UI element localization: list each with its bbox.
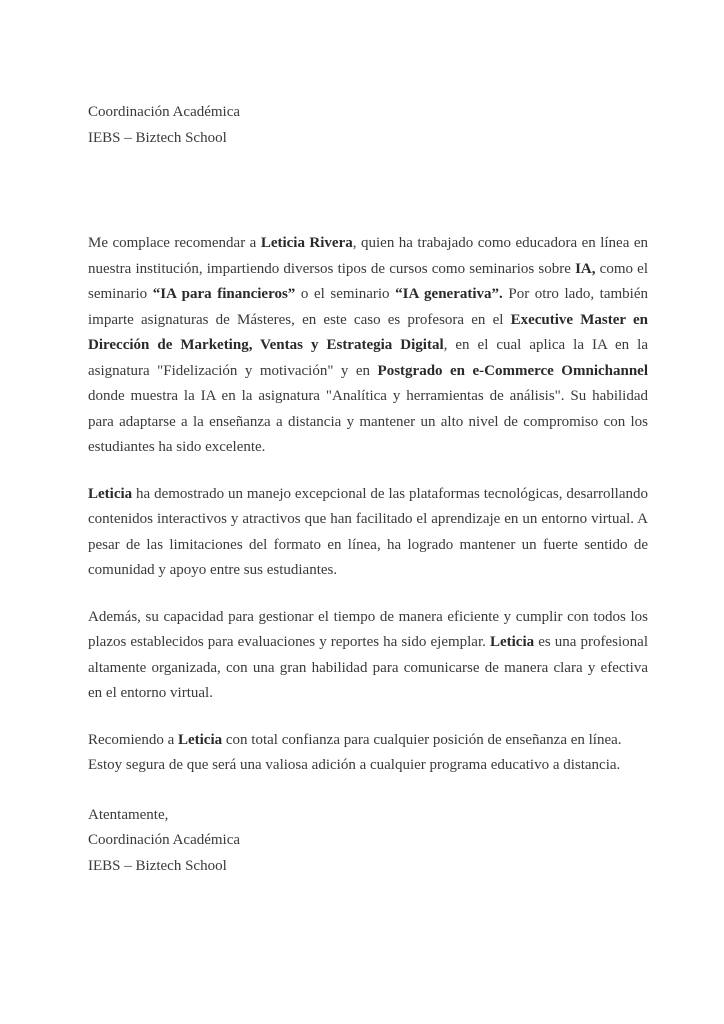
paragraph-introduction: Me complace recomendar a Leticia Rivera, quien ha trabajado como educadora en línea en nuestra institución, impartiendo diversos tipos de cursos como seminarios sobre IA, como el seminario “IA para financieros” o el seminario “IA generativa”. Por otro lado, también imparte asignaturas de Másteres, en este caso es profesora en el Executive Master en Dirección de Marketing, Ventas y Estrategia Digital, en el cual aplica la IA en la asignatura "Fidelización y motivación" y en Postgrado en e-Commerce Omnichannel donde muestra la IA en la asignatura "Analítica y herramientas de análisis". Su habilidad para adaptarse a la enseñanza a distancia y mantener un alto nivel de compromiso con los estudiantes ha sido excelente.	[88, 235, 649, 455]
letter-body	[88, 231, 648, 779]
closing-signature-role: Coordinación Académica	[88, 832, 241, 848]
paragraph-recommendation: Recomiendo a Leticia con total confianza para cualquier posición de enseñanza en línea. Estoy segura de que será una valiosa adición a cualquier programa educativo a distancia.	[88, 731, 622, 773]
header-sender-role: Coordinación Académica	[88, 104, 241, 120]
closing-salutation: Atentamente,	[88, 806, 169, 823]
header-sender-school: IEBS – Biztech School	[88, 129, 227, 146]
paragraph-time-management: Además, su capacidad para gestionar el tiempo de manera eficiente y cumplir con todos los plazos establecidos para evaluaciones y reportes ha sido ejemplar. Leticia es una profesional altamente organizada, con una gran habilidad para comunicarse de manera clara y efectiva en el entorno virtual.	[88, 608, 648, 701]
letter-closing	[88, 803, 648, 880]
closing-signature-school: IEBS – Biztech School	[88, 857, 227, 874]
paragraph-platform-skills: Leticia ha demostrado un manejo excepcional de las plataformas tecnológicas, desarrollando contenidos interactivos y atractivos que han facilitado el aprendizaje en un entorno virtual. A pesar de las limitaciones del formato en línea, ha logrado mantener un fuerte sentido de comunidad y apoyo entre sus estudiantes.	[88, 485, 648, 578]
letter-header	[88, 100, 648, 151]
